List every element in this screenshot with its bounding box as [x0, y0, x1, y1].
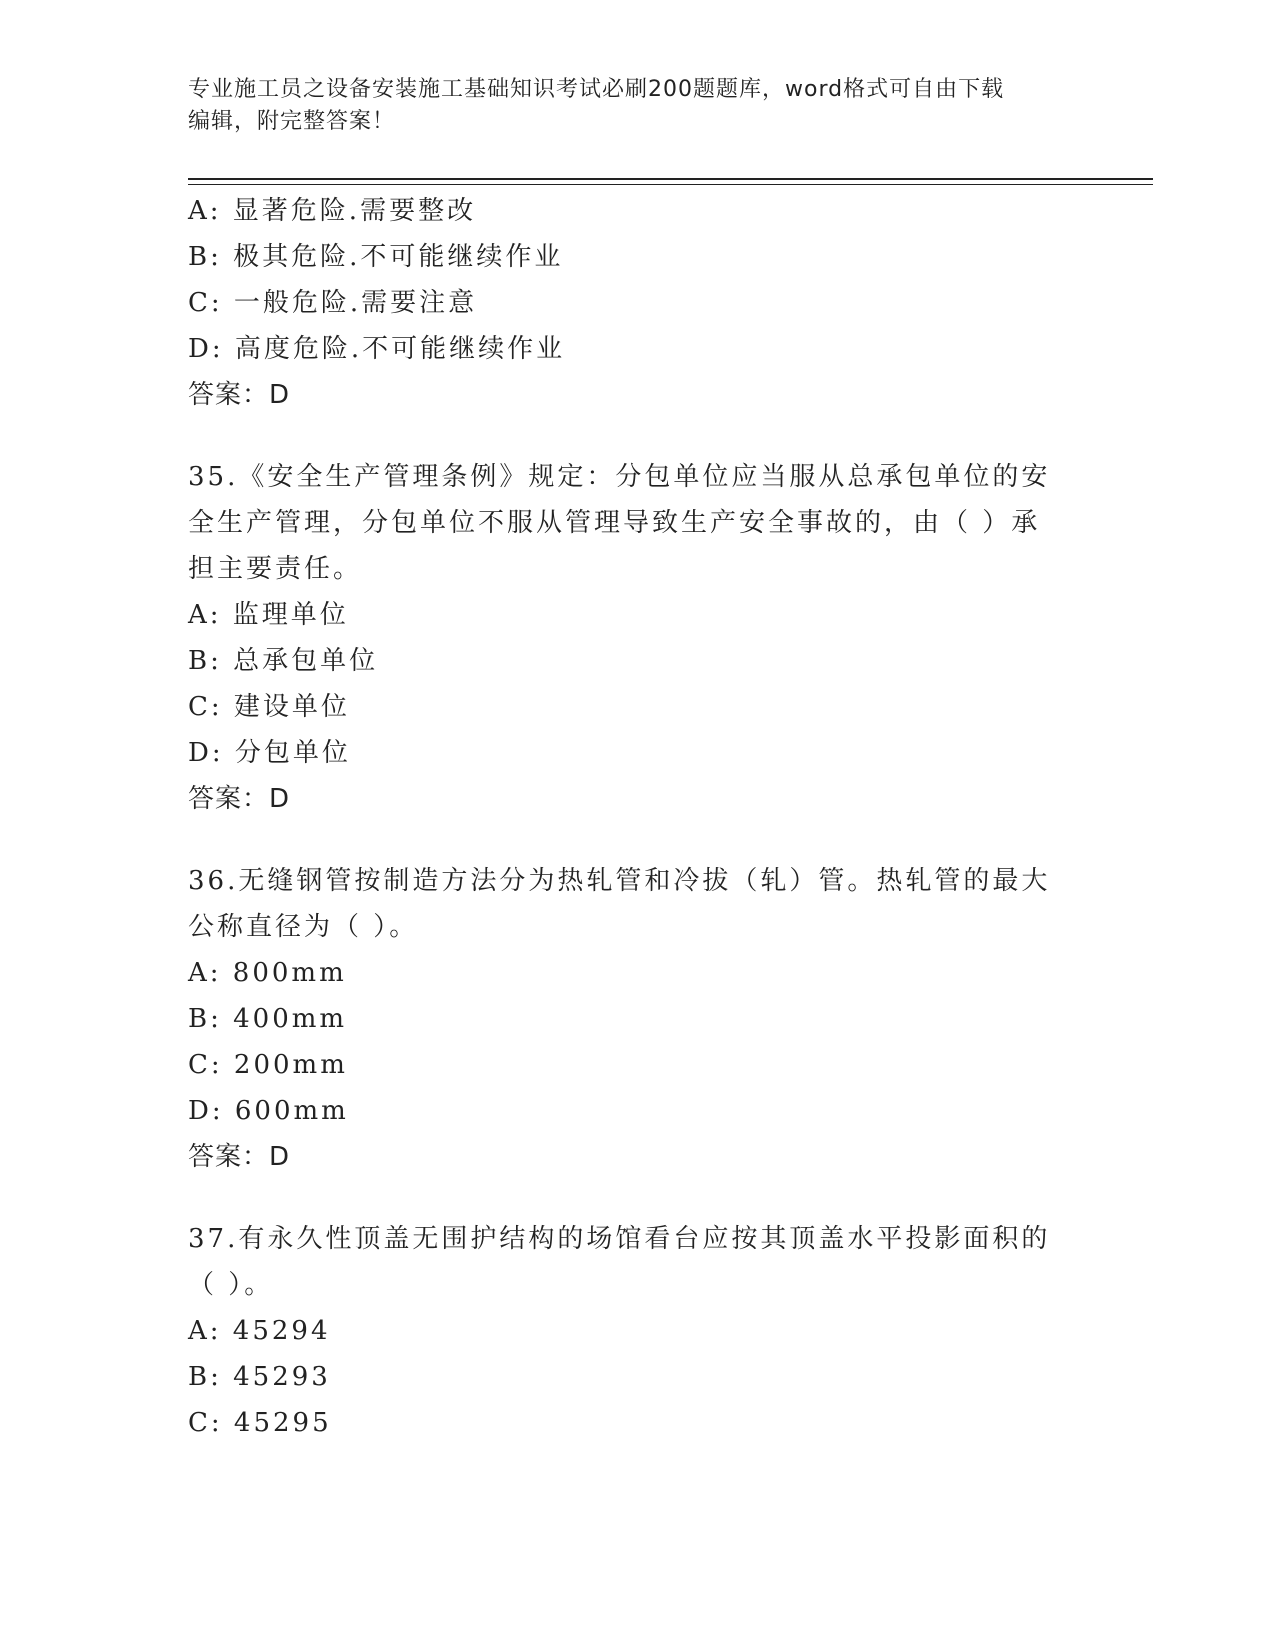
option-c: C: 45295	[188, 1408, 332, 1438]
option-d: D: 分包单位	[188, 738, 351, 768]
option-b: B: 极其危险.不可能继续作业	[188, 242, 564, 272]
question-list	[188, 188, 1068, 1446]
document-header	[188, 74, 1068, 138]
question-35	[188, 454, 1068, 822]
option-a: A: 监理单位	[188, 600, 349, 630]
question-stem: 35.《安全生产管理条例》规定：分包单位应当服从总承包单位的安全生产管理，分包单位不服从管理导致生产安全事故的，由（ ）承担主要责任。	[188, 462, 1051, 584]
option-c: C: 建设单位	[188, 692, 350, 722]
option-b: B: 400mm	[188, 1004, 348, 1034]
option-b: B: 45293	[188, 1362, 331, 1392]
question-36	[188, 858, 1068, 1180]
header-line-2: 编辑，附完整答案！	[188, 109, 396, 134]
option-d: D: 高度危险.不可能继续作业	[188, 334, 566, 364]
header-rule-thin	[188, 184, 1153, 185]
header-line-1: 专业施工员之设备安装施工基础知识考试必刷200题题库，word格式可自由下载	[188, 77, 1005, 102]
option-d: D: 600mm	[188, 1096, 349, 1126]
answer: 答案：D	[188, 380, 291, 410]
question-stem: 37.有永久性顶盖无围护结构的场馆看台应按其顶盖水平投影面积的（ ）。	[188, 1224, 1051, 1300]
option-c: C: 200mm	[188, 1050, 348, 1080]
option-b: B: 总承包单位	[188, 646, 379, 676]
option-a: A: 45294	[188, 1316, 331, 1346]
answer: 答案：D	[188, 784, 291, 814]
option-c: C: 一般危险.需要注意	[188, 288, 478, 318]
question-34-partial	[188, 188, 1068, 418]
option-a: A: 显著危险.需要整改	[188, 196, 477, 226]
answer: 答案：D	[188, 1142, 291, 1172]
question-stem: 36.无缝钢管按制造方法分为热轧管和冷拔（轧）管。热轧管的最大公称直径为（ ）。	[188, 866, 1051, 942]
question-37	[188, 1216, 1068, 1446]
header-rule-thick	[188, 178, 1153, 180]
option-a: A: 800mm	[188, 958, 347, 988]
